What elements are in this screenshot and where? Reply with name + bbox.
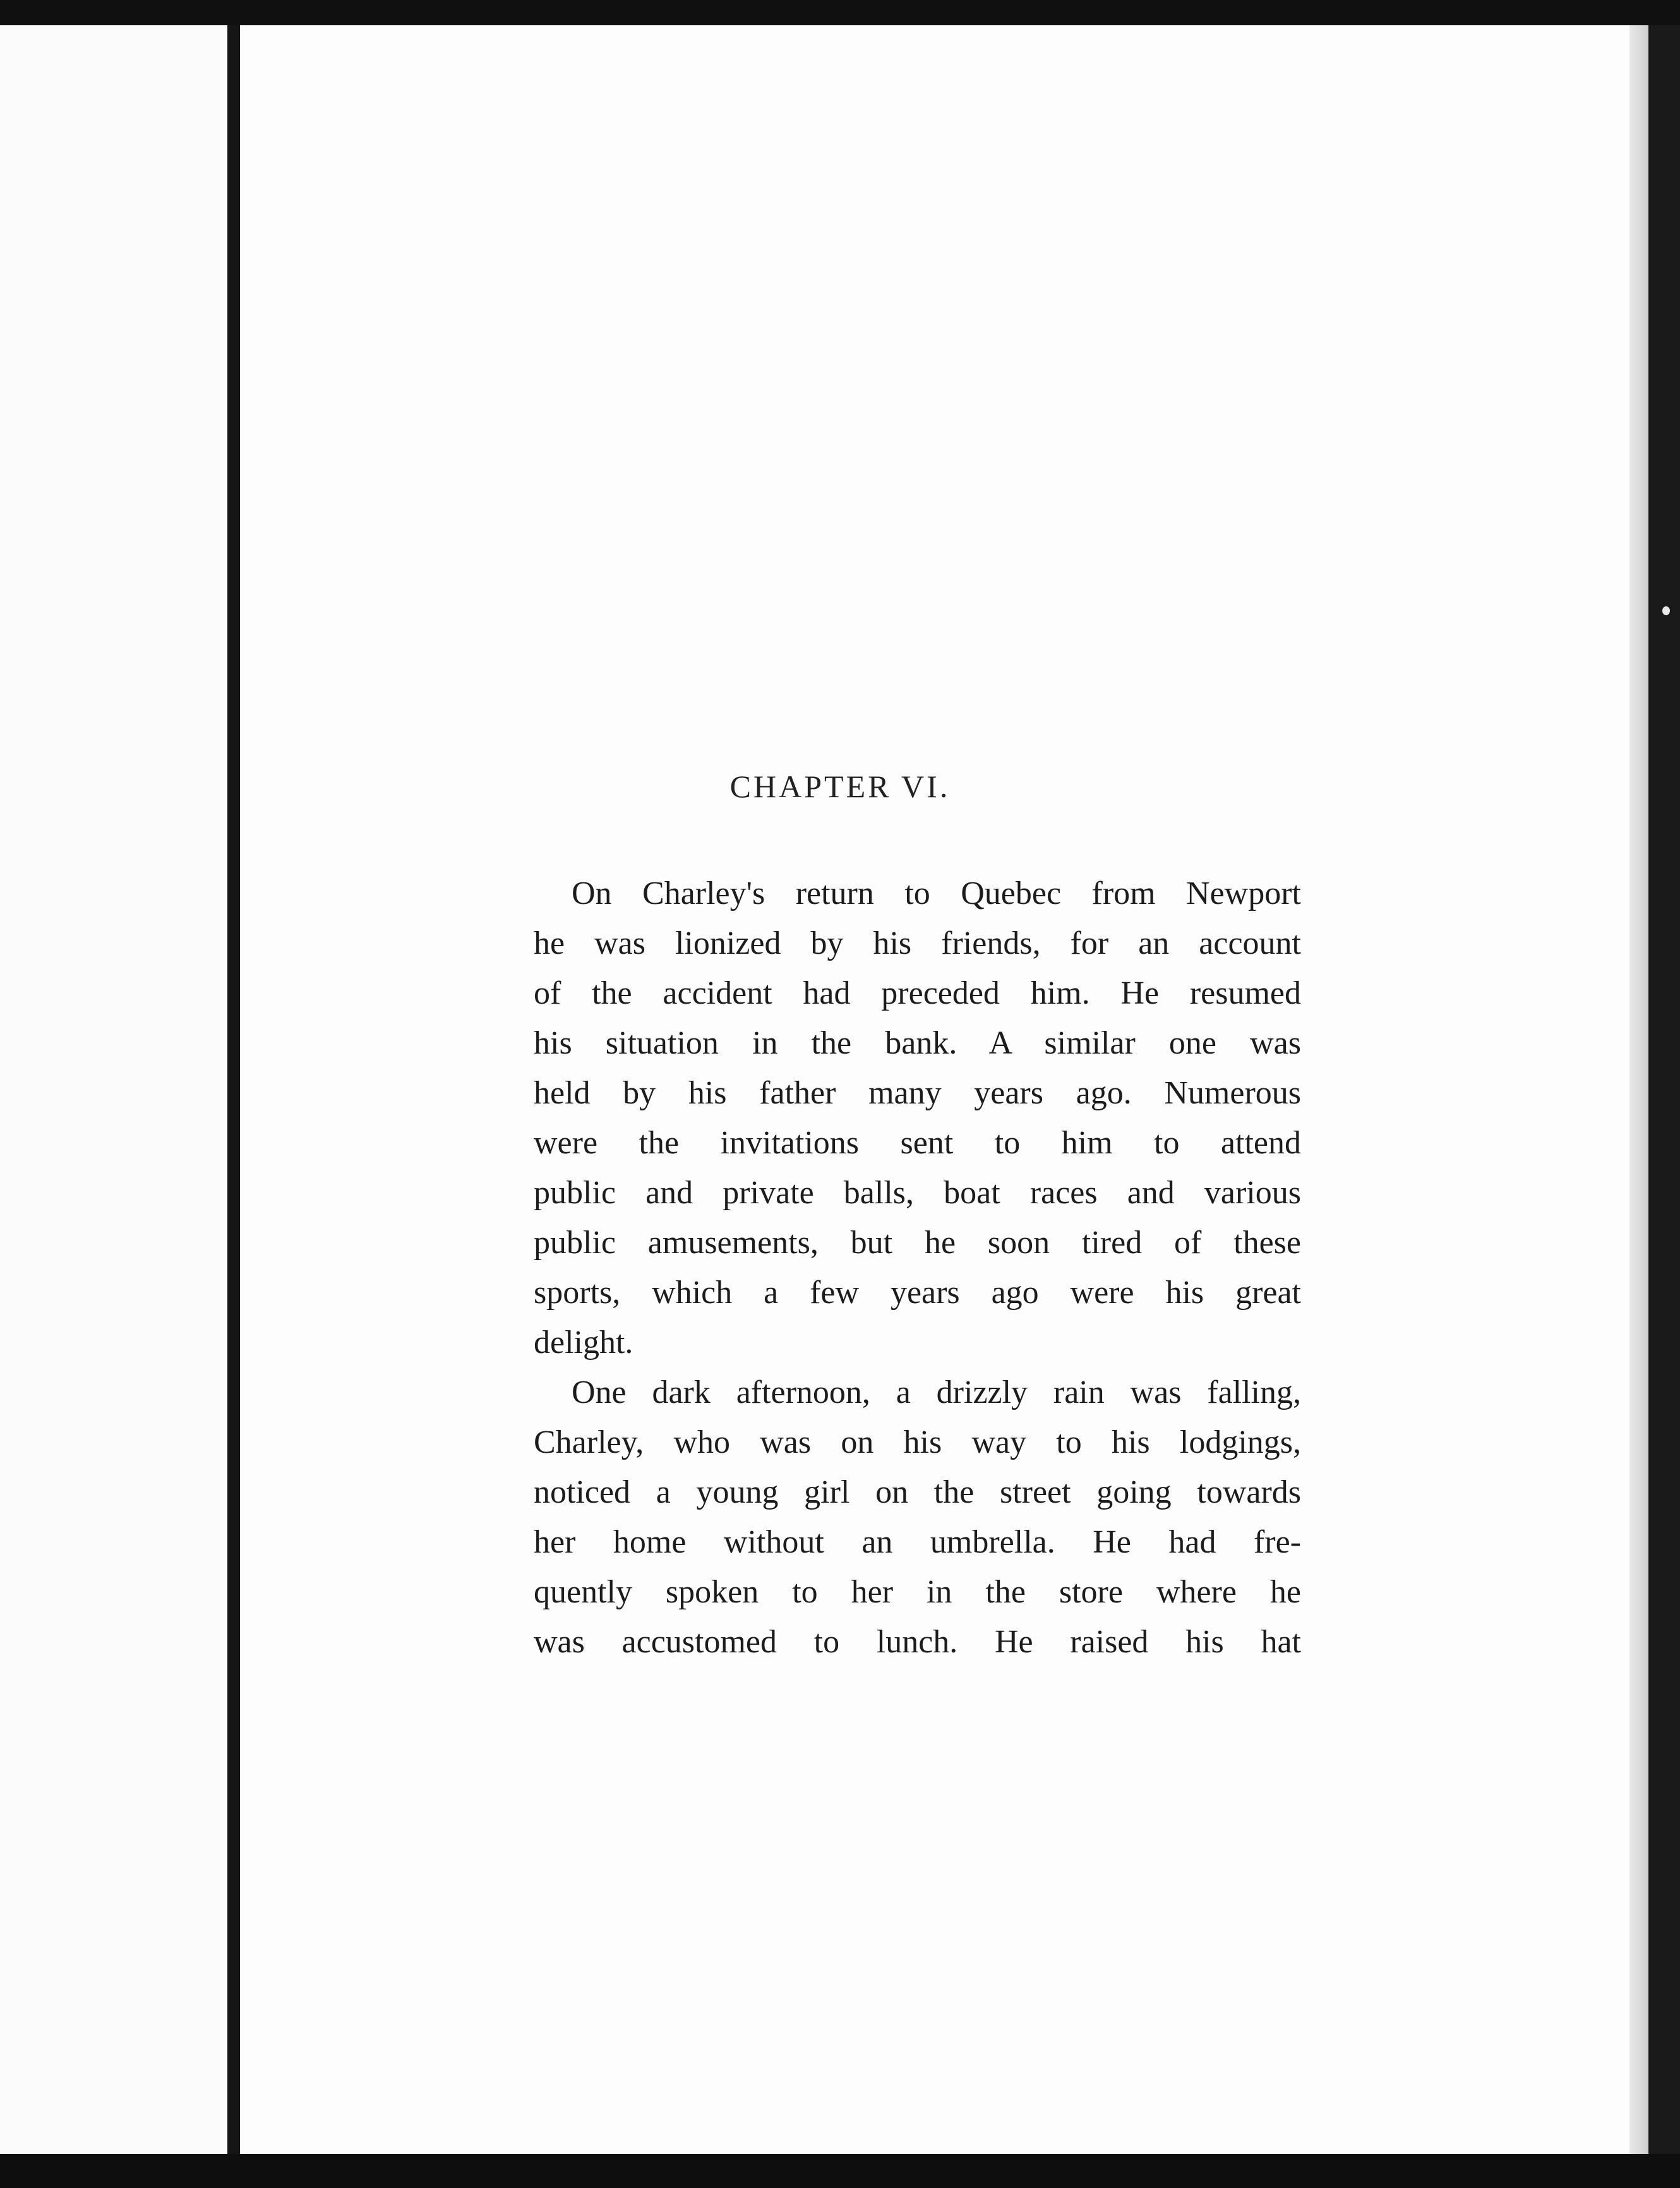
page-edge-shadow: [1629, 25, 1648, 2163]
text-line: noticed a young girl on the street going towards: [534, 1474, 1301, 1510]
chapter-heading: CHAPTER VI.: [729, 769, 951, 804]
text-line: public and private balls, boat races and various: [534, 1175, 1301, 1211]
text-line: sports, which a few years ago were his great: [534, 1275, 1301, 1311]
text-line: was accustomed to lunch. He raised his hat: [534, 1624, 1301, 1660]
scan-bottom-edge: [0, 2154, 1680, 2188]
text-line: his situation in the bank. A similar one was: [534, 1025, 1301, 1061]
text-line: he was lionized by his friends, for an account: [534, 925, 1301, 961]
text-line: held by his father many years ago. Numerous: [534, 1075, 1301, 1111]
left-facing-page: [0, 25, 227, 2163]
body-text: [534, 869, 1301, 1667]
scan-right-edge: [1648, 25, 1680, 2163]
text-line: One dark afternoon, a drizzly rain was falling,: [572, 1374, 1301, 1410]
text-line: quently spoken to her in the store where he: [534, 1574, 1301, 1610]
text-line: her home without an umbrella. He had fre-: [534, 1524, 1301, 1560]
scan-artifact-dot: [1662, 606, 1670, 615]
text-line: were the invitations sent to him to attend: [534, 1125, 1301, 1161]
text-line: Charley, who was on his way to his lodgings,: [534, 1424, 1301, 1460]
text-line: On Charley's return to Quebec from Newport: [572, 875, 1301, 911]
book-gutter: [227, 25, 240, 2163]
text-line: delight.: [534, 1325, 633, 1361]
text-line: public amusements, but he soon tired of these: [534, 1225, 1301, 1261]
scan-top-edge: [0, 0, 1680, 25]
text-line: of the accident had preceded him. He resumed: [534, 975, 1301, 1011]
